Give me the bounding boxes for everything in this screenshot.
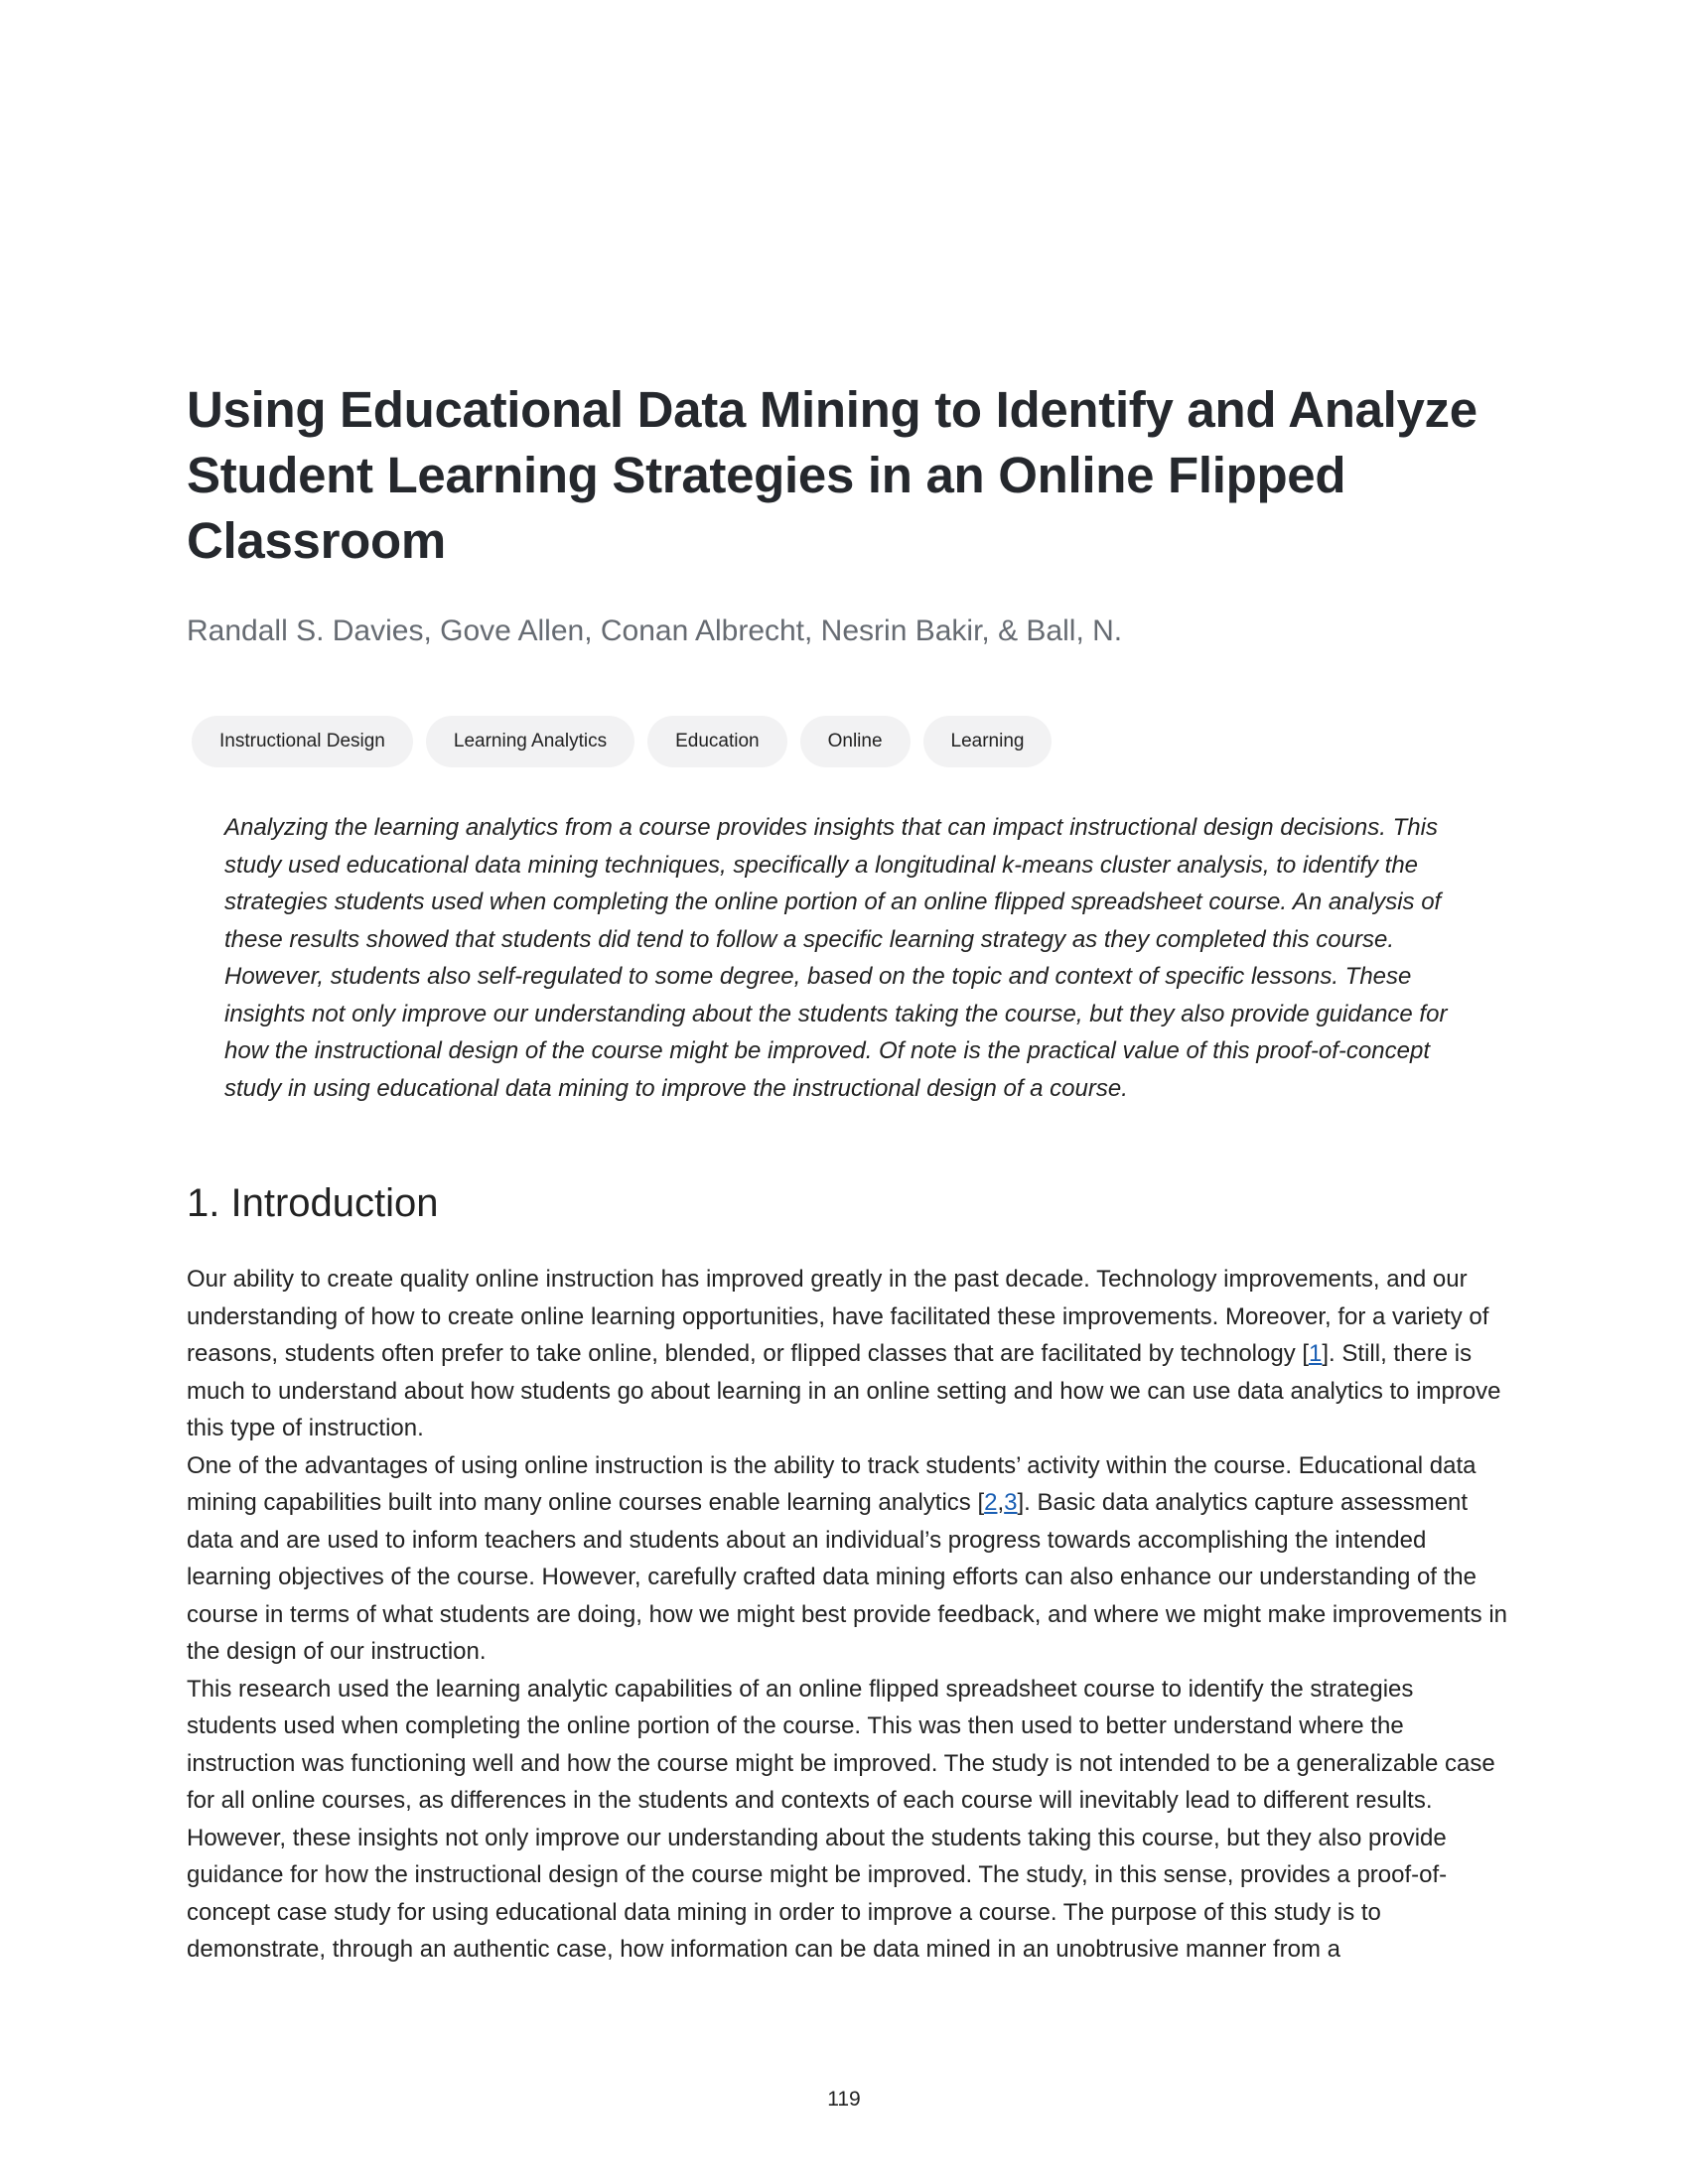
citation-link[interactable]: 1 bbox=[1309, 1340, 1323, 1368]
author-list: Randall S. Davies, Gove Allen, Conan Albrecht, Nesrin Bakir, & Ball, N. bbox=[187, 614, 1123, 647]
article bbox=[187, 377, 1507, 1969]
paragraph bbox=[187, 1447, 1507, 1671]
paragraph-text: Our ability to create quality online instruction has improved greatly in the past decade. Technology improvements, and our understanding of how to create online learning opportunities, have facilitated these improvements. Moreover, for a variety of reasons, students often prefer to take online, blended, or flipped classes that are facilitated by technology [ bbox=[187, 1266, 1489, 1368]
paragraph bbox=[187, 1261, 1507, 1447]
citation-link[interactable]: 3 bbox=[1004, 1489, 1018, 1517]
paragraph-text: One of the advantages of using online instruction is the ability to track students’ activity within the course. Educational data mining capabilities built into many online courses enable learning analytics [ bbox=[187, 1451, 1477, 1517]
tag-online[interactable]: Online bbox=[800, 716, 911, 767]
tag-learning[interactable]: Learning bbox=[923, 716, 1053, 767]
tag-list bbox=[192, 716, 1507, 767]
tag-instructional-design[interactable]: Instructional Design bbox=[192, 716, 413, 767]
paragraph-text: ]. Still, there is much to understand about how students go about learning in an online setting and how we can use data analytics to improve this type of instruction. bbox=[187, 1340, 1501, 1442]
page-number: 119 bbox=[827, 2088, 861, 2111]
citation-link[interactable]: 2 bbox=[984, 1489, 998, 1517]
section-heading-introduction: 1. Introduction bbox=[187, 1181, 439, 1225]
introduction-body bbox=[187, 1261, 1507, 1969]
citation-separator: , bbox=[997, 1489, 1005, 1517]
abstract: Analyzing the learning analytics from a course provides insights that can impact instructional design decisions. This study used educational data mining techniques, specifically a longitudinal k-means cluster analysis, to identify the strategies students used when completing the online portion of an online flipped spreadsheet course. An analysis of these results showed that students did tend to follow a specific learning strategy as they completed this course. However, students also self-regulated to some degree, based on the topic and context of specific lessons. These insights not only improve our understanding about the students taking the course, but they also provide guidance for how the instructional design of the course might be improved. Of note is the practical value of this proof-of-concept study in using educational data mining to improve the instructional design of a course. bbox=[224, 814, 1448, 1102]
article-title: Using Educational Data Mining to Identify and Analyze Student Learning Strategies in an Online Flipped Classroom bbox=[187, 381, 1477, 569]
tag-education[interactable]: Education bbox=[647, 716, 787, 767]
paragraph: This research used the learning analytic capabilities of an online flipped spreadsheet course to identify the strategies students used when completing the online portion of the course. This was then used to better understand where the instruction was functioning well and how the course might be improved. The study is not intended to be a generalizable case for all online courses, as differences in the students and contexts of each course will inevitably lead to different results. However, these insights not only improve our understanding about the students taking this course, but they also provide guidance for how the instructional design of the course might be improved. The study, in this sense, provides a proof-of-concept case study for using educational data mining in order to improve a course. The purpose of this study is to demonstrate, through an authentic case, how information can be data mined in an unobtrusive manner from a bbox=[187, 1675, 1495, 1964]
paragraph-text: ]. Basic data analytics capture assessment data and are used to inform teachers and students about an individual’s progress towards accomplishing the intended learning objectives of the course. However, carefully crafted data mining efforts can also enhance our understanding of the course in terms of what students are doing, how we might best provide feedback, and where we might make improvements in the design of our instruction. bbox=[187, 1489, 1507, 1666]
tag-learning-analytics[interactable]: Learning Analytics bbox=[426, 716, 634, 767]
